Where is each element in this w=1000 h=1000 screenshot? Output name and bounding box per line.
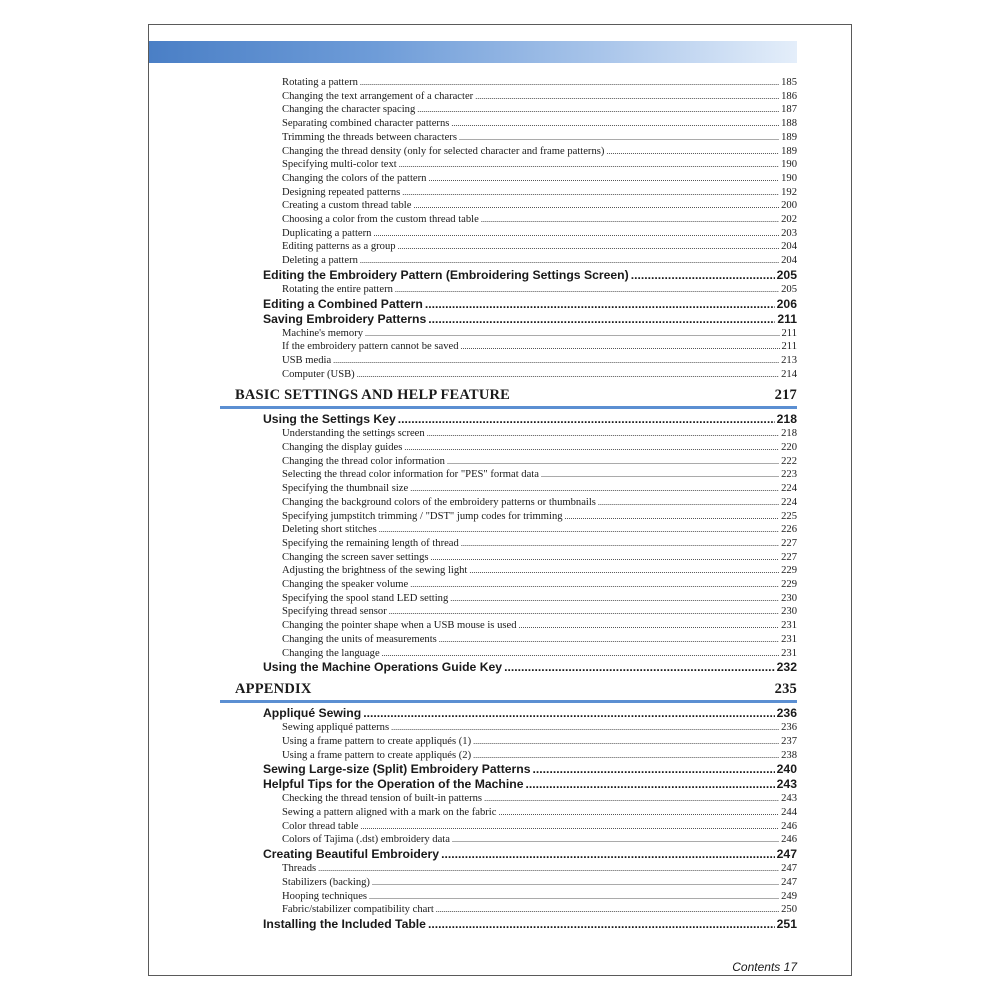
entry-title: Color thread table [282, 820, 359, 832]
toc-entry[interactable] [282, 510, 797, 524]
toc-entry[interactable] [282, 862, 797, 876]
toc-entry[interactable] [282, 605, 797, 619]
dot-leader [369, 890, 779, 904]
toc-entry[interactable] [282, 496, 797, 510]
toc-entry[interactable] [282, 633, 797, 647]
entry-title: Saving Embroidery Patterns [263, 311, 427, 326]
section-title: APPENDIX [235, 680, 312, 697]
entry-page-number: 220 [781, 442, 797, 453]
entry-title: Trimming the threads between characters [282, 131, 457, 143]
dot-leader [565, 510, 780, 524]
dot-leader [498, 806, 779, 820]
toc-entry[interactable] [282, 647, 797, 661]
entry-page-number: 225 [781, 510, 797, 522]
toc-entry[interactable] [282, 749, 797, 763]
section-title: BASIC SETTINGS AND HELP FEATURE [235, 386, 511, 403]
entry-page-number: 218 [781, 428, 797, 440]
entry-page-number: 188 [781, 118, 797, 130]
toc-entry[interactable] [282, 172, 797, 186]
entry-title: Fabric/stabilizer compatibility chart [282, 904, 434, 916]
entry-title: Changing the background colors of the embroidery patterns or thumbnails [282, 496, 596, 508]
section-divider [220, 406, 797, 409]
toc-entry[interactable] [282, 876, 797, 890]
entry-title: Separating combined character patterns [282, 118, 450, 130]
entry-title: Changing the pointer shape when a USB mouse is used [282, 620, 517, 632]
entry-page-number: 185 [781, 77, 797, 88]
entry-title: Changing the colors of the pattern [282, 172, 427, 184]
dot-leader [459, 131, 779, 145]
dot-leader [447, 455, 779, 469]
entry-page-number: 230 [781, 592, 797, 604]
toc-heading-entry[interactable] [263, 762, 797, 777]
entry-page-number: 223 [781, 469, 797, 481]
entry-title: USB media [282, 354, 332, 366]
toc-entry[interactable] [282, 213, 797, 227]
entry-page-number: 190 [781, 159, 797, 171]
entry-title: Installing the Included Table [263, 916, 426, 931]
entry-page-number: 227 [781, 537, 797, 549]
dot-leader [452, 833, 779, 847]
dot-leader [504, 660, 775, 675]
entry-page-number: 246 [781, 820, 797, 832]
dot-leader [372, 876, 779, 890]
dot-leader [398, 240, 780, 254]
dot-leader [519, 619, 780, 633]
dot-leader [360, 254, 779, 268]
entry-title: Deleting short stitches [282, 524, 377, 536]
toc-entry[interactable] [282, 76, 797, 90]
entry-page-number: 247 [781, 876, 797, 888]
entry-title: Changing the screen saver settings [282, 551, 429, 563]
toc-heading-entry[interactable] [263, 268, 797, 283]
toc-entry[interactable] [282, 592, 797, 606]
entry-page-number: 232 [776, 660, 797, 675]
header-color-band [149, 41, 797, 63]
entry-page-number: 203 [781, 227, 797, 239]
toc-entry[interactable] [282, 145, 797, 159]
toc-entry[interactable] [282, 564, 797, 578]
entry-page-number: 222 [781, 455, 797, 467]
entry-page-number: 224 [781, 496, 797, 508]
entry-title: Specifying the spool stand LED setting [282, 592, 449, 604]
entry-page-number: 187 [781, 104, 797, 116]
entry-title: Using the Settings Key [263, 412, 396, 427]
entry-page-number: 189 [781, 131, 797, 143]
entry-title: Changing the thread density (only for selected character and frame patterns) [282, 145, 605, 157]
dot-leader [413, 199, 779, 213]
dot-leader [428, 172, 779, 186]
entry-title: Machine's memory [282, 327, 364, 339]
entry-page-number: 231 [781, 633, 797, 645]
toc-entry[interactable] [282, 186, 797, 200]
toc-heading-entry[interactable] [263, 847, 797, 862]
dot-leader [402, 186, 779, 200]
entry-title: Using the Machine Operations Guide Key [263, 660, 503, 675]
dot-leader [333, 354, 779, 368]
dot-leader [357, 368, 779, 382]
entry-title: Selecting the thread color information for "PES" format data [282, 469, 539, 481]
toc-entry[interactable] [282, 619, 797, 633]
toc-heading-entry[interactable] [263, 297, 797, 312]
entry-title: Creating Beautiful Embroidery [263, 847, 440, 862]
dot-leader [475, 90, 779, 104]
dot-leader [441, 847, 775, 862]
toc-entry[interactable] [282, 482, 797, 496]
dot-leader [484, 792, 779, 806]
entry-title: Hooping techniques [282, 890, 368, 902]
entry-title: Adjusting the brightness of the sewing light [282, 565, 468, 577]
entry-title: Rotating a pattern [282, 77, 358, 88]
dot-leader [533, 762, 775, 777]
dot-leader [391, 721, 779, 735]
dot-leader [428, 312, 775, 327]
toc-entry[interactable] [282, 240, 797, 254]
toc-heading-entry[interactable] [263, 777, 797, 792]
entry-title: Specifying the remaining length of thread [282, 537, 459, 549]
dot-leader [439, 633, 779, 647]
dot-leader [373, 227, 779, 241]
section-divider [220, 700, 797, 703]
entry-page-number: 229 [781, 565, 797, 577]
toc-entry[interactable] [282, 523, 797, 537]
entry-page-number: 250 [781, 904, 797, 916]
entry-title: Specifying thread sensor [282, 606, 387, 618]
toc-entry[interactable] [282, 340, 797, 354]
entry-title: Changing the display guides [282, 442, 403, 453]
entry-page-number: 251 [776, 916, 797, 931]
dot-leader [417, 103, 779, 117]
entry-page-number: 200 [781, 200, 797, 212]
entry-page-number: 247 [776, 847, 797, 862]
entry-page-number: 246 [781, 834, 797, 846]
entry-page-number: 238 [781, 749, 797, 761]
entry-page-number: 226 [781, 524, 797, 536]
entry-title: Deleting a pattern [282, 255, 358, 267]
toc-entry[interactable] [282, 735, 797, 749]
toc-entry[interactable] [282, 254, 797, 268]
toc-entry[interactable] [282, 578, 797, 592]
toc-entry[interactable] [282, 90, 797, 104]
entry-title: Threads [282, 863, 317, 875]
entry-page-number: 204 [781, 255, 797, 267]
entry-page-number: 247 [781, 863, 797, 875]
entry-title: Editing patterns as a group [282, 241, 396, 253]
entry-page-number: 229 [781, 579, 797, 590]
entry-title: Helpful Tips for the Operation of the Machine [263, 777, 524, 792]
dot-leader [360, 820, 779, 834]
toc-entry[interactable] [282, 227, 797, 241]
toc-entry[interactable] [282, 551, 797, 565]
entry-title: Understanding the settings screen [282, 428, 425, 440]
dot-leader [410, 578, 779, 592]
entry-page-number: 202 [781, 214, 797, 225]
entry-title: Using a frame pattern to create appliqués (1) [282, 735, 472, 747]
entry-page-number: 205 [781, 283, 797, 295]
toc-entry[interactable] [282, 427, 797, 441]
dot-leader [606, 145, 779, 159]
entry-page-number: 231 [781, 647, 797, 659]
entry-title: Editing the Embroidery Pattern (Embroidering Settings Screen) [263, 267, 629, 282]
toc-entry[interactable] [282, 283, 797, 297]
toc-heading-entry[interactable] [263, 660, 797, 675]
dot-leader [382, 647, 779, 661]
toc-entry[interactable] [282, 117, 797, 131]
entry-page-number: 218 [776, 412, 797, 427]
toc-entry[interactable] [282, 820, 797, 834]
entry-title: Changing the text arrangement of a character [282, 90, 474, 102]
toc-entry[interactable] [282, 903, 797, 917]
toc-entry[interactable] [282, 327, 797, 341]
entry-page-number: 237 [781, 735, 797, 747]
dot-leader [473, 749, 779, 763]
dot-leader [631, 268, 775, 283]
section-heading [235, 679, 797, 699]
entry-page-number: 211 [781, 341, 797, 353]
dot-leader [398, 412, 775, 427]
entry-page-number: 236 [776, 706, 797, 721]
footer-page-number: 17 [783, 960, 797, 974]
entry-title: Stabilizers (backing) [282, 876, 370, 888]
toc-entry[interactable] [282, 158, 797, 172]
section-page-number: 235 [774, 680, 797, 697]
entry-page-number: 211 [781, 327, 797, 339]
entry-page-number: 206 [776, 296, 797, 311]
entry-title: Changing the units of measurements [282, 633, 437, 645]
entry-page-number: 231 [781, 620, 797, 632]
entry-title: Rotating the entire pattern [282, 283, 393, 295]
section-page-number: 217 [774, 386, 797, 403]
entry-title: Using a frame pattern to create appliqués (2) [282, 749, 472, 761]
dot-leader [365, 327, 779, 341]
document-page [148, 24, 852, 976]
dot-leader [473, 735, 779, 749]
entry-page-number: 224 [781, 483, 797, 495]
entry-title: Computer (USB) [282, 368, 355, 380]
entry-page-number: 192 [781, 186, 797, 198]
entry-title: Changing the character spacing [282, 104, 416, 116]
entry-title: Sewing a pattern aligned with a mark on the fabric [282, 807, 497, 818]
dot-leader [389, 605, 779, 619]
entry-title: Specifying jumpstitch trimming / "DST" jump codes for trimming [282, 510, 563, 522]
toc-entry[interactable] [282, 890, 797, 904]
entry-title: Appliqué Sewing [263, 706, 362, 721]
toc-entry[interactable] [282, 199, 797, 213]
entry-page-number: 190 [781, 172, 797, 184]
entry-title: Choosing a color from the custom thread table [282, 214, 479, 225]
toc-entry[interactable] [282, 806, 797, 820]
dot-leader [399, 158, 779, 172]
dot-leader [436, 903, 779, 917]
toc-heading-entry[interactable] [263, 312, 797, 327]
entry-page-number: 211 [777, 311, 797, 326]
dot-leader [363, 706, 774, 721]
dot-leader [451, 117, 779, 131]
dot-leader [450, 592, 779, 606]
entry-title: Sewing appliqué patterns [282, 722, 390, 734]
entry-title: Specifying multi-color text [282, 159, 397, 171]
dot-leader [427, 427, 779, 441]
dot-leader [360, 76, 779, 90]
entry-page-number: 213 [781, 354, 797, 366]
dot-leader [541, 468, 779, 482]
toc-entry[interactable] [282, 833, 797, 847]
entry-title: Changing the speaker volume [282, 579, 409, 590]
dot-leader [481, 213, 779, 227]
toc-entry[interactable] [282, 368, 797, 382]
entry-page-number: 236 [781, 722, 797, 734]
entry-title: Changing the thread color information [282, 455, 445, 467]
entry-page-number: 240 [776, 762, 797, 777]
entry-title: Checking the thread tension of built-in patterns [282, 793, 483, 805]
entry-page-number: 243 [781, 793, 797, 805]
page-footer [709, 960, 797, 974]
toc-entry[interactable] [282, 468, 797, 482]
entry-page-number: 186 [781, 90, 797, 102]
entry-page-number: 244 [781, 807, 797, 818]
dot-leader [425, 297, 775, 312]
toc-entry[interactable] [282, 131, 797, 145]
dot-leader [379, 523, 779, 537]
entry-title: Changing the language [282, 647, 380, 659]
entry-page-number: 227 [781, 551, 797, 563]
entry-title: Colors of Tajima (.dst) embroidery data [282, 834, 450, 846]
dot-leader [318, 862, 779, 876]
toc-entry[interactable] [282, 354, 797, 368]
dot-leader [461, 340, 780, 354]
entry-title: Designing repeated patterns [282, 186, 401, 198]
entry-page-number: 230 [781, 606, 797, 618]
dot-leader [410, 482, 779, 496]
toc-entry[interactable] [282, 537, 797, 551]
dot-leader [598, 496, 779, 510]
dot-leader [428, 917, 775, 932]
entry-title: If the embroidery pattern cannot be saved [282, 341, 459, 353]
toc-heading-entry[interactable] [263, 706, 797, 721]
dot-leader [395, 283, 779, 297]
dot-leader [431, 551, 780, 565]
dot-leader [525, 777, 774, 792]
entry-title: Editing a Combined Pattern [263, 296, 423, 311]
toc-entry[interactable] [282, 441, 797, 455]
entry-title: Creating a custom thread table [282, 200, 412, 212]
entry-page-number: 189 [781, 145, 797, 157]
toc-heading-entry[interactable] [263, 412, 797, 427]
entry-page-number: 214 [781, 368, 797, 380]
toc-entry[interactable] [282, 455, 797, 469]
toc-entry[interactable] [282, 721, 797, 735]
entry-title: Duplicating a pattern [282, 227, 372, 239]
section-heading [235, 385, 797, 405]
dot-leader [404, 441, 779, 455]
entry-page-number: 204 [781, 241, 797, 253]
toc-entry[interactable] [282, 103, 797, 117]
toc-heading-entry[interactable] [263, 917, 797, 932]
entry-title: Sewing Large-size (Split) Embroidery Patterns [263, 762, 531, 777]
entry-page-number: 243 [776, 777, 797, 792]
entry-title: Specifying the thumbnail size [282, 483, 409, 495]
dot-leader [461, 537, 779, 551]
entry-page-number: 205 [776, 267, 797, 282]
dot-leader [469, 564, 779, 578]
toc-entry[interactable] [282, 792, 797, 806]
entry-page-number: 249 [781, 890, 797, 902]
footer-label: Contents [732, 960, 781, 974]
